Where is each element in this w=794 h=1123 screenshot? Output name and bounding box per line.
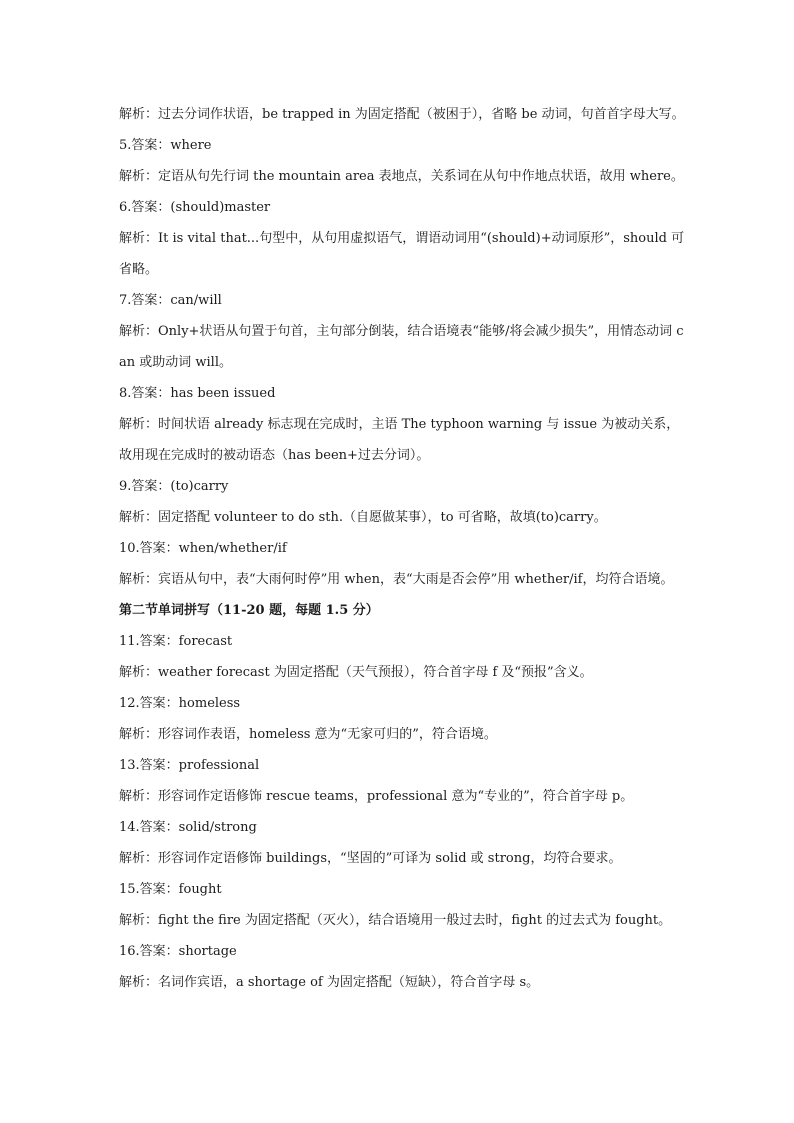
explanation-15: 解析：fight the fire 为固定搭配（灭火），结合语境用一般过去时，fight 的过去式为 fought。: [119, 913, 672, 928]
answer-11: 11.答案：forecast: [119, 634, 233, 649]
answer-7: 7.答案：can/will: [119, 293, 222, 308]
section-heading: 第二节单词拼写（11-20 题，每题 1.5 分）: [119, 603, 379, 618]
answer-13: 13.答案：professional: [119, 758, 260, 773]
answer-6: 6.答案：(should)master: [119, 200, 271, 215]
explanation-11: 解析：weather forecast 为固定搭配（天气预报），符合首字母 f 及“预报”含义。: [119, 665, 593, 680]
answer-15: 15.答案：fought: [119, 882, 222, 897]
answer-12: 12.答案：homeless: [119, 696, 241, 711]
answer-10: 10.答案：when/whether/if: [119, 541, 287, 556]
explanation-9: 解析：固定搭配 volunteer to do sth.（自愿做某事），to 可省略，故填(to)carry。: [119, 510, 607, 525]
answer-8: 8.答案：has been issued: [119, 386, 276, 401]
explanation-4-text: 解析：过去分词作状语，be trapped in 为固定搭配（被困于），省略 be 动词，句首首字母大写。: [119, 107, 685, 122]
explanation-8: 解析：时间状语 already 标志现在完成时，主语 The typhoon warning 与 issue 为被动关系，故用现在完成时的被动语态（has been+过去分词）。: [119, 417, 680, 463]
answer-14: 14.答案：solid/strong: [119, 820, 257, 835]
explanation-6: 解析：It is vital that...句型中，从句用虚拟语气，谓语动词用“(should)+动词原形”，should 可省略。: [119, 231, 685, 277]
answer-9: 9.答案：(to)carry: [119, 479, 229, 494]
answer-explanations: [119, 99, 689, 998]
explanation-16: 解析：名词作宾语，a shortage of 为固定搭配（短缺），符合首字母 s。: [119, 975, 540, 990]
explanation-13: 解析：形容词作定语修饰 rescue teams，professional 意为“专业的”，符合首字母 p。: [119, 789, 634, 804]
explanation-10: 解析：宾语从句中，表“大雨何时停”用 when，表“大雨是否会停”用 whether/if，均符合语境。: [119, 572, 674, 587]
explanation-7: 解析：Only+状语从句置于句首，主句部分倒装，结合语境表“能够/将会减少损失”，用情态动词 can 或助动词 will。: [119, 324, 684, 370]
explanation-12: 解析：形容词作表语，homeless 意为“无家可归的”，符合语境。: [119, 727, 497, 742]
explanation-14: 解析：形容词作定语修饰 buildings，“坚固的”可译为 solid 或 strong，均符合要求。: [119, 851, 622, 866]
answer-5: 5.答案：where: [119, 138, 212, 153]
answer-16: 16.答案：shortage: [119, 944, 237, 959]
explanation-5: 解析：定语从句先行词 the mountain area 表地点，关系词在从句中作地点状语，故用 where。: [119, 169, 684, 184]
